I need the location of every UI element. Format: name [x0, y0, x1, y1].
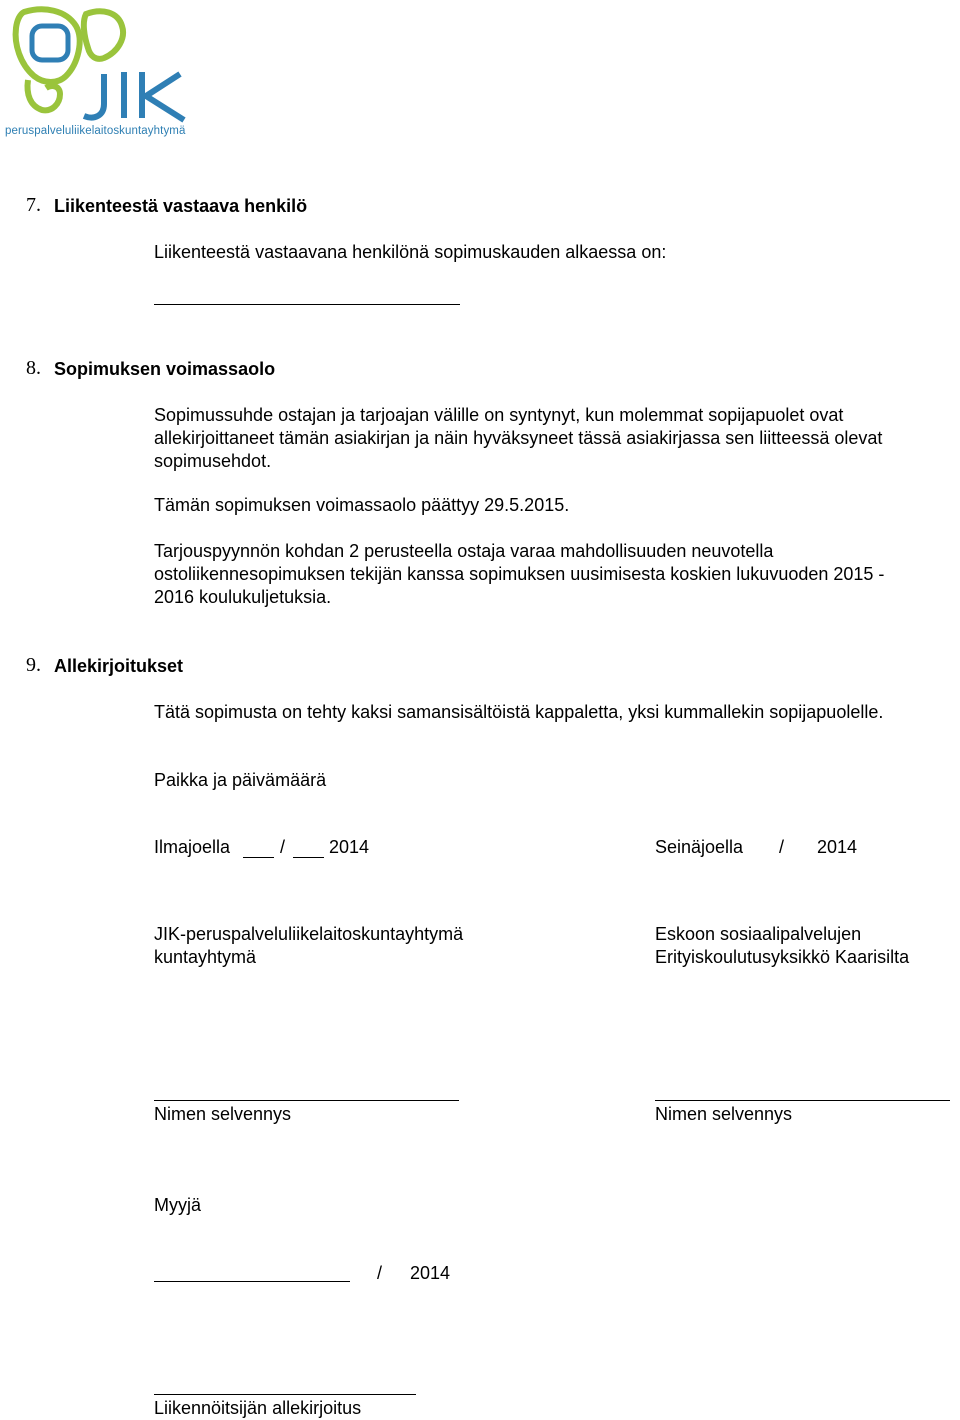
section-8-paragraph-3	[154, 540, 884, 609]
section-9-title: Allekirjoitukset	[54, 656, 184, 676]
section-9-text: Tätä sopimusta on tehty kaksi samansisältöistä kappaletta, yksi kummallekin sopijapuolelle.	[154, 702, 884, 722]
section-7-number: 7.	[26, 194, 41, 216]
responsible-person-line	[154, 304, 460, 305]
seller-year: 2014	[410, 1263, 451, 1283]
left-month-line	[293, 857, 324, 858]
seller-label: Myyjä	[154, 1195, 202, 1215]
right-year: 2014	[817, 837, 858, 857]
organization-line: JIK-peruspalveluliikelaitoskuntayhtymä	[154, 924, 464, 944]
jik-logo-mark	[4, 4, 219, 129]
paragraph-line: sopimusehdot.	[154, 451, 272, 471]
paragraph-line: ostoliikennesopimuksen tekijän kanssa sopimuksen uusimisesta koskien lukuvuoden 2015 -	[154, 564, 885, 584]
organization-line: Eskoon sosiaalipalvelujen	[655, 924, 862, 944]
section-8-title: Sopimuksen voimassaolo	[54, 359, 276, 379]
paragraph-line: 2016 koulukuljetuksia.	[154, 587, 332, 607]
seller-date-line	[154, 1281, 350, 1282]
right-signature-line	[655, 1100, 950, 1101]
left-signature-line	[154, 1100, 459, 1101]
jik-logo	[4, 4, 219, 144]
section-7-text: Liikenteestä vastaavana henkilönä sopimuskauden alkaessa on:	[154, 242, 667, 262]
left-name-label: Nimen selvennys	[154, 1104, 292, 1124]
paragraph-line: Tarjouspyynnön kohdan 2 perusteella ostaja varaa mahdollisuuden neuvotella	[154, 541, 774, 561]
right-organization	[655, 923, 909, 969]
left-organization	[154, 923, 463, 969]
section-8-end-date: Tämän sopimuksen voimassaolo päättyy 29.5.2015.	[154, 495, 570, 515]
right-name-label: Nimen selvennys	[655, 1104, 793, 1124]
logo-subtitle: peruspalveluliikelaitoskuntayhtymä	[5, 125, 186, 137]
left-day-line	[243, 857, 274, 858]
place-date-label: Paikka ja päivämäärä	[154, 770, 327, 790]
organization-line: Erityiskoulutusyksikkö Kaarisilta	[655, 947, 910, 967]
paragraph-line: Sopimussuhde ostajan ja tarjoajan välille on syntynyt, kun molemmat sopijapuolet ovat	[154, 405, 844, 425]
section-9-number: 9.	[26, 654, 41, 676]
left-year: 2014	[329, 837, 370, 857]
section-8-number: 8.	[26, 357, 41, 379]
left-slash: /	[280, 837, 286, 857]
seller-slash: /	[377, 1263, 383, 1283]
right-place: Seinäjoella	[655, 837, 744, 857]
operator-signature-label: Liikennöitsijän allekirjoitus	[154, 1398, 362, 1418]
operator-signature-line	[154, 1394, 416, 1395]
section-7-title: Liikenteestä vastaava henkilö	[54, 196, 308, 216]
organization-line: kuntayhtymä	[154, 947, 257, 967]
right-slash: /	[779, 837, 785, 857]
left-place: Ilmajoella	[154, 837, 231, 857]
section-8-paragraph-1	[154, 404, 882, 473]
paragraph-line: allekirjoittaneet tämän asiakirjan ja näin hyväksyneet tässä asiakirjassa sen liitteessä olevat	[154, 428, 883, 448]
